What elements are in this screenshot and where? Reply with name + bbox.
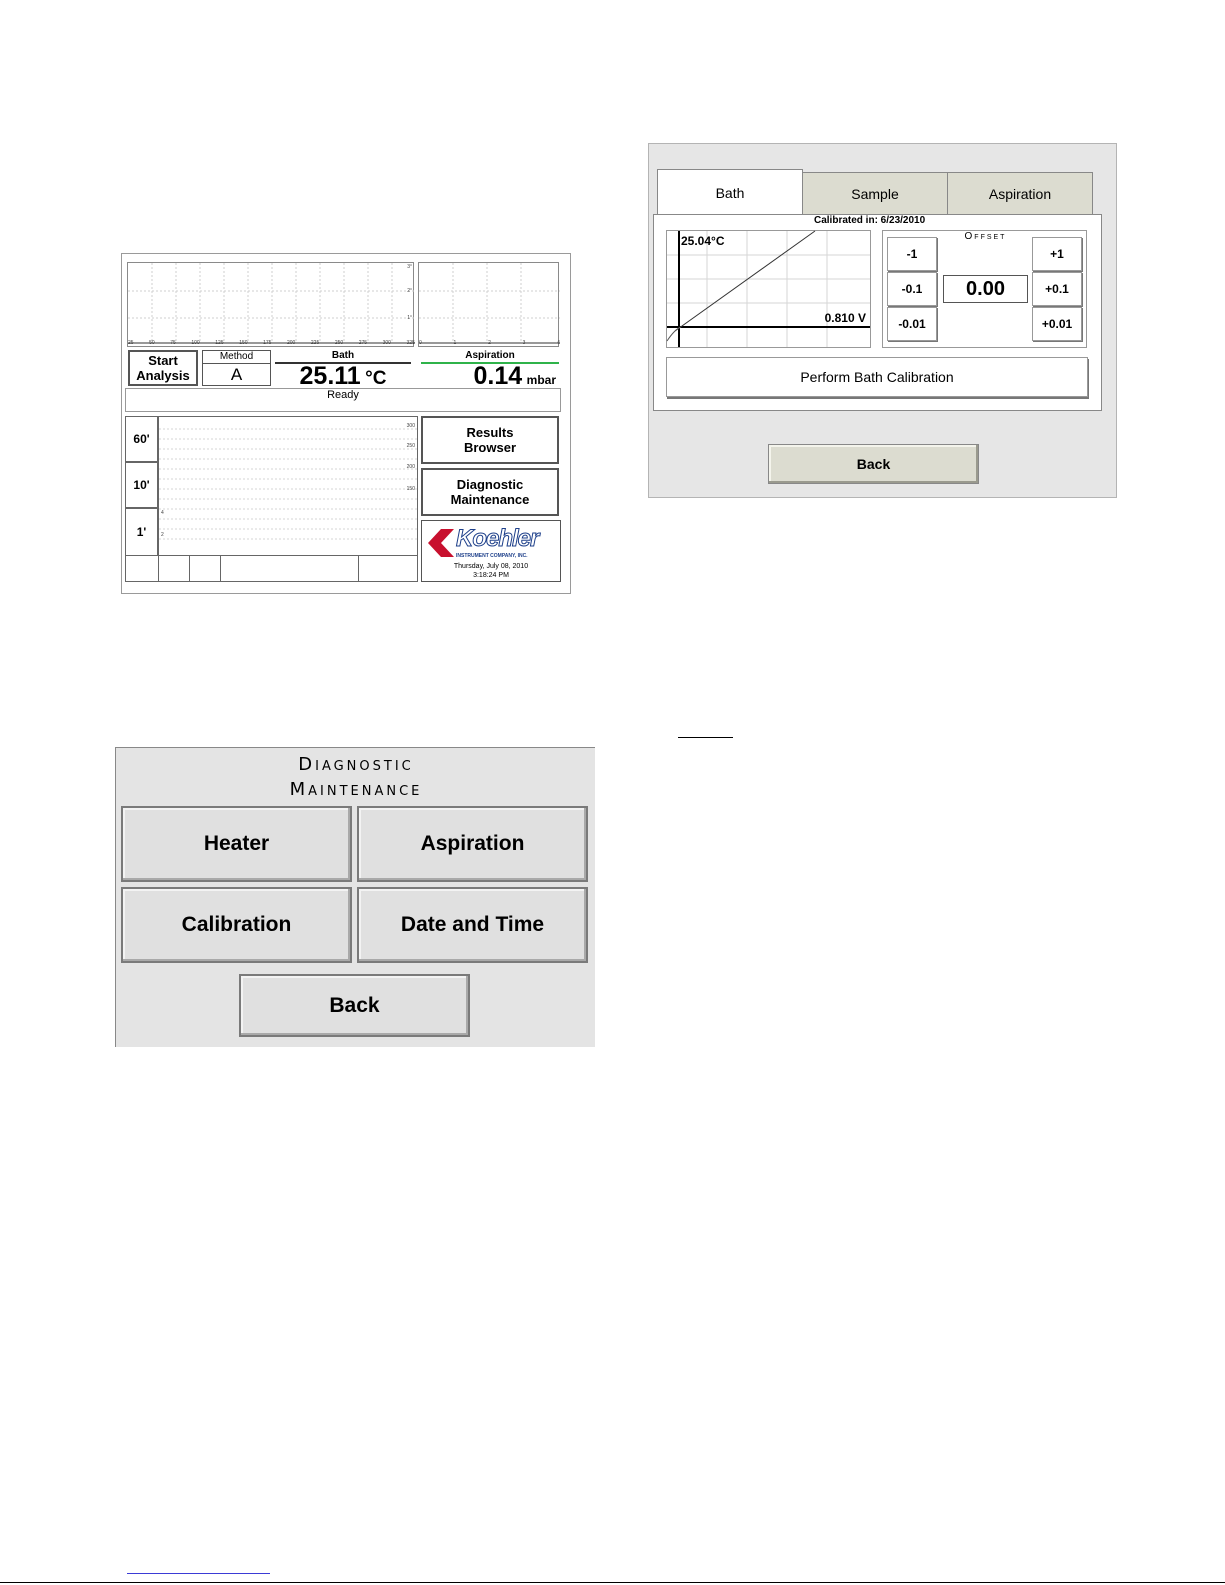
- y-tick: 200: [406, 464, 415, 470]
- perform-bath-calibration-button[interactable]: [666, 357, 1088, 397]
- x-tick: 325: [406, 340, 415, 346]
- temperature-history-chart: [127, 262, 414, 347]
- graph-temperature: 25.04°C: [681, 234, 725, 248]
- y-tick: 4: [161, 510, 164, 516]
- tab-aspiration[interactable]: [947, 172, 1093, 215]
- x-tick: 275: [358, 340, 368, 346]
- x-tick: -2: [486, 340, 491, 346]
- tab-label: Sample: [851, 185, 899, 202]
- x-tick: 125: [215, 340, 224, 346]
- bath-value: 25.11: [299, 362, 361, 390]
- offset-minus-0-1-button[interactable]: [887, 272, 937, 306]
- current-time: 3:18:24 PM: [473, 572, 509, 579]
- company-logo-panel: [421, 520, 561, 582]
- diagnostic-label-1: Diagnostic: [456, 477, 524, 492]
- koehler-chevron-logo-icon: [428, 529, 454, 557]
- bath-calibration-panel: [653, 214, 1102, 411]
- perform-calibration-label: Perform Bath Calibration: [800, 369, 954, 385]
- back-label: Back: [329, 993, 380, 1017]
- footnote-link-rule: [127, 1573, 270, 1574]
- x-tick: 300: [382, 340, 391, 346]
- x-tick: 50: [149, 340, 155, 346]
- y-tick: 150: [406, 486, 415, 492]
- tab-bath[interactable]: [657, 169, 803, 215]
- run-progress-chart: [158, 416, 418, 556]
- tab-label: Bath: [715, 184, 745, 201]
- back-label: Back: [856, 456, 891, 472]
- aspiration-button[interactable]: [357, 806, 588, 882]
- method-value: A: [230, 365, 243, 384]
- x-tick: 100: [191, 340, 200, 346]
- method-selector[interactable]: [202, 350, 271, 386]
- time-range-tab-10[interactable]: [125, 462, 158, 508]
- y-tick: 300: [406, 423, 415, 429]
- x-tick: 150: [239, 340, 248, 346]
- results-label-1: Results: [466, 425, 514, 440]
- offset-button-label: +0.1: [1045, 282, 1069, 296]
- y-tick: 250: [406, 443, 415, 449]
- calibration-label: Calibration: [181, 913, 292, 936]
- calibration-graph: [666, 230, 871, 348]
- y-tick: 1°: [407, 315, 412, 321]
- results-browser-button[interactable]: [421, 416, 559, 464]
- offset-button-label: +1: [1050, 247, 1064, 261]
- bottom-info-strip: [125, 555, 418, 582]
- aspiration-chart-grid: [419, 263, 560, 348]
- y-tick: 2°: [407, 288, 412, 294]
- strip-divider: [189, 556, 190, 581]
- status-bar: [125, 388, 561, 412]
- calibration-curve-plot: [667, 231, 870, 347]
- footer-rule: [0, 1582, 1225, 1583]
- temperature-x-ticks: [128, 340, 415, 346]
- calibration-back-button[interactable]: [768, 444, 979, 484]
- heater-button[interactable]: [121, 806, 352, 882]
- x-tick: 25: [128, 340, 134, 346]
- offset-minus-0-01-button[interactable]: [887, 307, 937, 341]
- x-tick: -1: [451, 340, 457, 346]
- y-tick: 3°: [407, 264, 412, 270]
- start-analysis-label-1: Start: [148, 353, 178, 368]
- bath-label: Bath: [275, 350, 411, 364]
- diagnostic-back-button[interactable]: [239, 974, 470, 1037]
- x-tick: 75: [170, 340, 176, 346]
- status-text: Ready: [327, 389, 359, 401]
- heater-label: Heater: [203, 832, 270, 855]
- offset-title: Offset: [964, 231, 1007, 242]
- diagnostic-maintenance-button[interactable]: [421, 468, 559, 516]
- strip-divider: [158, 556, 159, 581]
- run-progress-grid: [159, 417, 419, 557]
- date-time-label: Date and Time: [400, 913, 545, 936]
- x-tick: -4: [555, 340, 560, 346]
- bath-temperature-display: [275, 350, 411, 390]
- main-analysis-screen: [121, 253, 571, 594]
- offset-button-label: +0.01: [1041, 317, 1073, 331]
- logo-company: INSTRUMENT COMPANY, INC.: [456, 553, 528, 559]
- aspiration-label: Aspiration: [421, 350, 559, 364]
- offset-panel: [882, 230, 1087, 348]
- calibration-screen: [648, 143, 1117, 498]
- diagnostic-title: [116, 752, 596, 802]
- x-tick: 200: [287, 340, 296, 346]
- aspiration-unit: mbar: [526, 373, 556, 387]
- results-label-2: Browser: [463, 440, 517, 455]
- tab-sample[interactable]: [802, 172, 948, 215]
- aspiration-label: Aspiration: [420, 832, 525, 855]
- aspiration-value: 0.14: [473, 362, 523, 390]
- strip-divider: [358, 556, 359, 581]
- strip-divider: [220, 556, 221, 581]
- diagnostic-label-2: Maintenance: [450, 492, 530, 507]
- start-analysis-button[interactable]: [128, 350, 198, 386]
- time-range-label: 60': [133, 432, 150, 446]
- x-tick: 175: [263, 340, 272, 346]
- date-and-time-button[interactable]: [357, 887, 588, 963]
- graph-voltage: 0.810 V: [824, 311, 866, 325]
- x-tick: -3: [520, 340, 526, 346]
- diagnostic-maintenance-screen: [115, 747, 595, 1047]
- aspiration-pressure-display: [421, 350, 559, 390]
- time-range-tab-1[interactable]: [125, 508, 158, 556]
- calibration-button[interactable]: [121, 887, 352, 963]
- aspiration-x-ticks: [419, 340, 560, 346]
- blank-underline: [678, 737, 733, 738]
- offset-button-label: -0.01: [898, 317, 926, 331]
- offset-button-label: -1: [906, 247, 918, 261]
- x-tick: 225: [310, 340, 320, 346]
- x-tick: 0: [419, 340, 422, 346]
- y-tick: 2: [161, 532, 164, 538]
- bath-unit: °C: [365, 368, 387, 389]
- aspiration-history-chart: [418, 262, 559, 347]
- offset-button-label: -0.1: [901, 282, 923, 296]
- offset-plus-0-01-button[interactable]: [1032, 307, 1082, 341]
- current-date: Thursday, July 08, 2010: [453, 563, 529, 570]
- time-range-tab-60[interactable]: [125, 416, 158, 462]
- offset-minus-1-button[interactable]: [887, 237, 937, 271]
- time-range-label: 1': [136, 525, 147, 539]
- diagnostic-title-line1: Diagnostic: [298, 754, 414, 775]
- calibrated-date: Calibrated in: 6/23/2010: [814, 215, 926, 226]
- time-range-label: 10': [133, 478, 150, 492]
- offset-plus-1-button[interactable]: [1032, 237, 1082, 271]
- x-tick: 250: [334, 340, 344, 346]
- start-analysis-label-2: Analysis: [136, 368, 190, 383]
- tab-label: Aspiration: [988, 185, 1052, 202]
- logo-brand: Koehler: [456, 525, 539, 552]
- method-label: Method: [203, 351, 270, 364]
- offset-value: 0.00: [943, 275, 1028, 303]
- offset-plus-0-1-button[interactable]: [1032, 272, 1082, 306]
- diagnostic-title-line2: Maintenance: [289, 779, 423, 800]
- temperature-chart-grid: [128, 263, 415, 348]
